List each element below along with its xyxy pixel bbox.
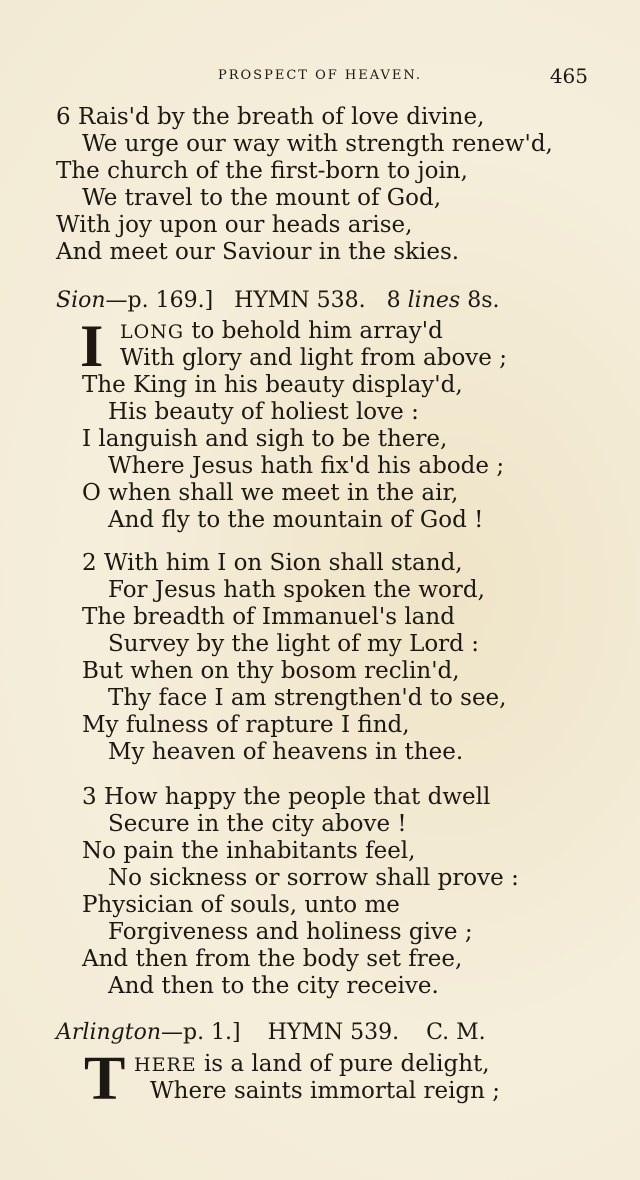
drop-cap-letter: I [80, 313, 104, 379]
meter-word: lines [407, 288, 461, 313]
verse-line: 3 How happy the people that dwell [82, 784, 491, 810]
verse-line: And then to the city receive. [108, 973, 439, 999]
verse-line: 6 Rais'd by the breath of love divine, [56, 104, 485, 130]
first-word: HERE [134, 1054, 197, 1076]
verse-line: O when shall we meet in the air, [82, 480, 459, 506]
meter-count: 8 [386, 288, 401, 313]
verse-line: 2 With him I on Sion shall stand, [82, 550, 463, 576]
hymn-539-heading [56, 1020, 486, 1045]
verse-line: No pain the inhabitants feel, [82, 838, 416, 864]
first-word: LONG [120, 321, 184, 343]
verse-line: Thy face I am strengthen'd to see, [108, 685, 507, 711]
meter: C. M. [426, 1020, 486, 1045]
verse-line: My heaven of heavens in thee. [108, 739, 464, 765]
verse-line: With joy upon our heads arise, [56, 212, 413, 238]
verse-line: And then from the body set free, [82, 946, 463, 972]
verse-line: I languish and sigh to be there, [82, 426, 448, 452]
verse-line: The church of the first-born to join, [56, 158, 468, 184]
hymn-number: HYMN 538. [234, 288, 366, 313]
verse-line: The King in his beauty display'd, [82, 372, 463, 398]
verse-line: For Jesus hath spoken the word, [108, 577, 485, 603]
running-title: PROSPECT OF HEAVEN. [217, 68, 423, 83]
tune-reference: —p. 169.] [105, 288, 214, 313]
tune-reference: —p. 1.] [160, 1020, 241, 1045]
verse-line: And meet our Saviour in the skies. [56, 239, 460, 265]
verse-line: With glory and light from above ; [120, 345, 507, 371]
verse-line: The breadth of Immanuel's land [82, 604, 455, 630]
verse-line: Survey by the light of my Lord : [108, 631, 479, 657]
verse-line: We travel to the mount of God, [82, 185, 442, 211]
drop-cap-letter: T [84, 1045, 126, 1113]
verse-line: LONG to behold him array'd [120, 318, 443, 344]
verse-line: Physician of souls, unto me [82, 892, 400, 918]
verse-line: His beauty of holiest love : [108, 399, 419, 425]
verse-line: Secure in the city above ! [108, 811, 407, 837]
verse-line: Where saints immortal reign ; [150, 1078, 501, 1104]
hymn-538-heading [56, 288, 499, 313]
verse-line: And fly to the mountain of God ! [108, 507, 484, 533]
tune-name: Sion [56, 288, 106, 313]
verse-line: Forgiveness and holiness give ; [108, 919, 473, 945]
page-number: 465 [549, 64, 588, 88]
verse-line: My fulness of rapture I find, [82, 712, 410, 738]
verse-line: HERE is a land of pure delight, [134, 1051, 490, 1077]
verse-line: No sickness or sorrow shall prove : [108, 865, 519, 891]
hymn-number: HYMN 539. [267, 1020, 400, 1045]
tune-name: Arlington [56, 1020, 161, 1045]
verse-line: We urge our way with strength renew'd, [82, 131, 553, 157]
verse-line: But when on thy bosom reclin'd, [82, 658, 460, 684]
meter-suffix: 8s. [467, 288, 500, 313]
verse-line: Where Jesus hath fix'd his abode ; [108, 453, 505, 479]
